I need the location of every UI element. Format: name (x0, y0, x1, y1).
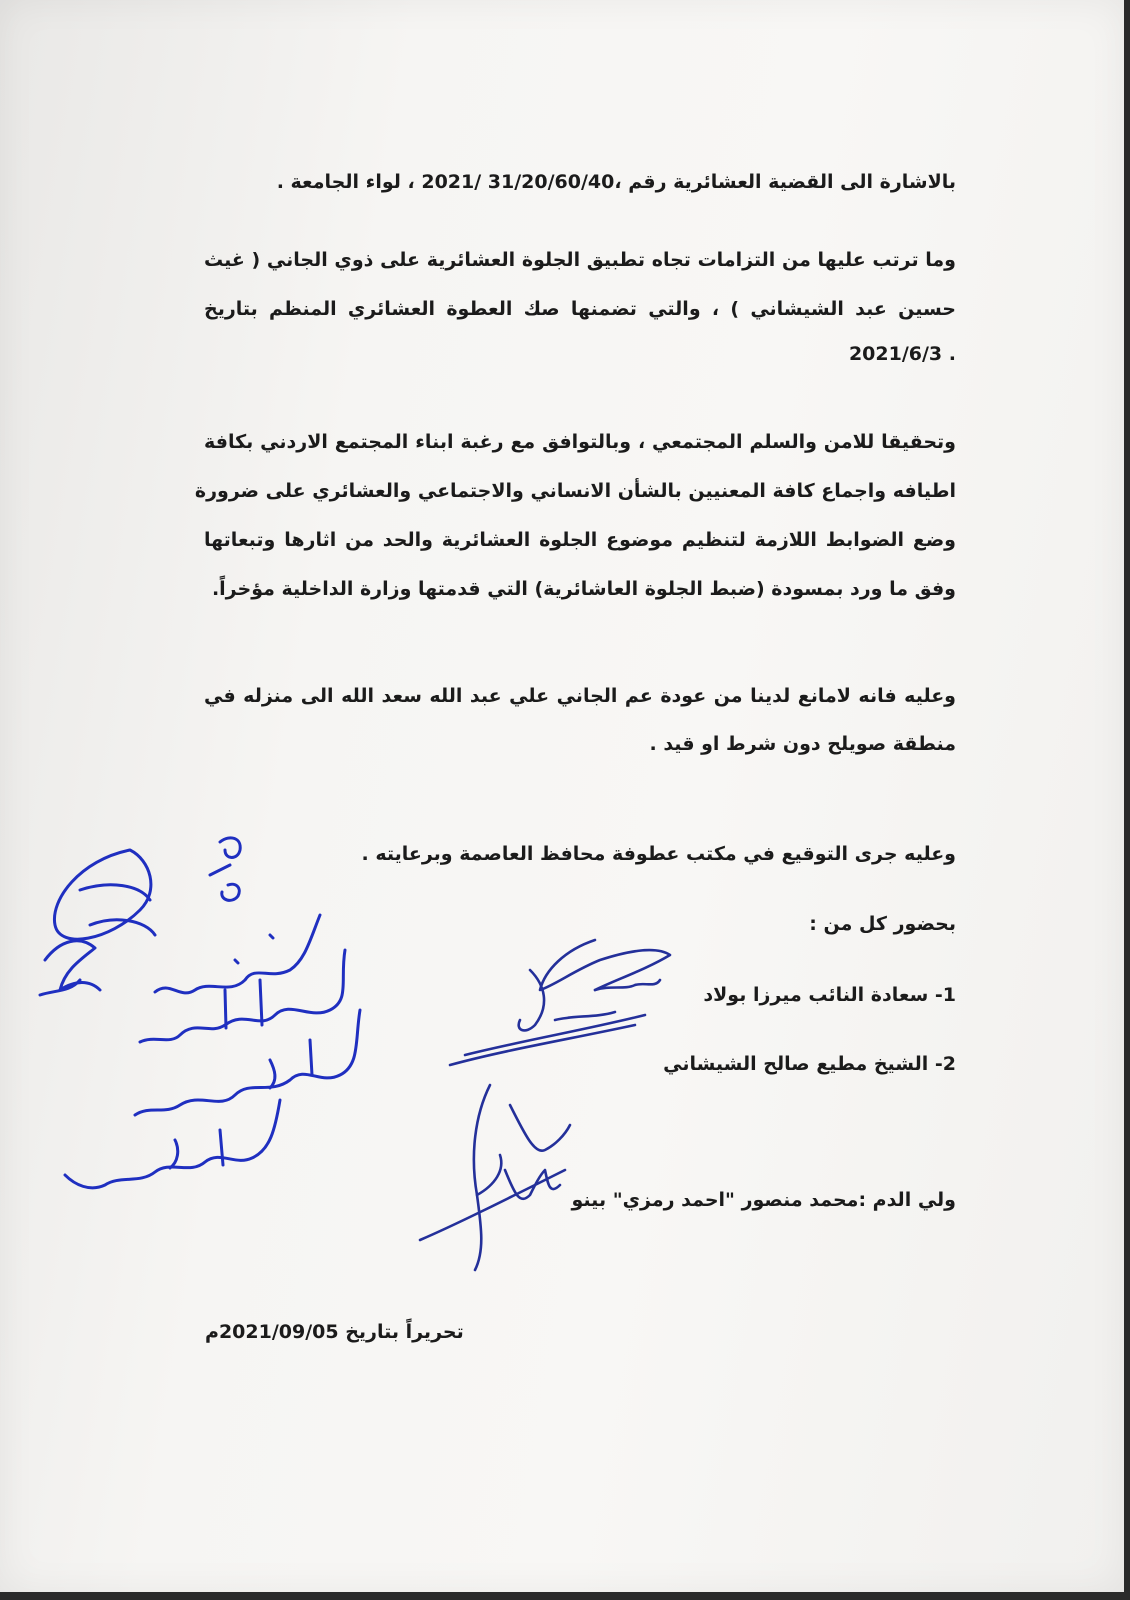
date-line: تحريراً بتاريخ 2021/09/05م (205, 1321, 464, 1343)
obligations-line-1: وما ترتب عليها من التزامات تجاه تطبيق الجلوة العشائرية على ذوي الجاني ( غيث (204, 249, 956, 271)
attendee-2: 2- الشيخ مطيع صالح الشيشاني (663, 1053, 956, 1075)
attendee-1-signature (445, 930, 685, 1080)
peace-line-1: وتحقيقا للامن والسلم المجتمعي ، وبالتوافق مع رغبة ابناء المجتمع الاردني بكافة (204, 431, 956, 453)
peace-line-4: وفق ما ورد بمسودة (ضبط الجلوة العاشائرية) التي قدمتها وزارة الداخلية مؤخراً. (211, 578, 956, 600)
attendee-1: 1- سعادة النائب ميرزا بولاد (703, 984, 956, 1006)
obligations-line-2: حسين عبد الشيشاني ) ، والتي تضمنها صك العطوة العشائري المنظم بتاريخ (204, 298, 956, 320)
blood-guardian-signature (415, 1075, 575, 1275)
peace-line-2: اطيافه واجماع كافة المعنيين بالشأن الانساني والاجتماعي والعشائري على ضرورة (194, 480, 956, 502)
attendance-heading: بحضور كل من : (809, 913, 956, 935)
blood-guardian-line: ولي الدم :محمد منصور "احمد رمزي" بينو (571, 1189, 956, 1211)
signing-line: وعليه جرى التوقيع في مكتب عطوفة محافظ العاصمة وبرعايته . (361, 843, 956, 865)
reference-line: بالاشارة الى القضية العشائرية رقم ،31/20/60/40 /2021 ، لواء الجامعة . (276, 171, 956, 193)
obligations-line-3: 2021/6/3 . (848, 343, 956, 365)
governor-handwritten-note (20, 830, 380, 1250)
return-line-2: منطقة صويلح دون شرط او قيد . (649, 733, 956, 755)
return-line-1: وعليه فانه لامانع لدينا من عودة عم الجاني علي عبد الله سعد الله الى منزله في (204, 685, 956, 707)
peace-line-3: وضع الضوابط اللازمة لتنظيم موضوع الجلوة العشائرية والحد من اثارها وتبعاتها (204, 529, 956, 551)
